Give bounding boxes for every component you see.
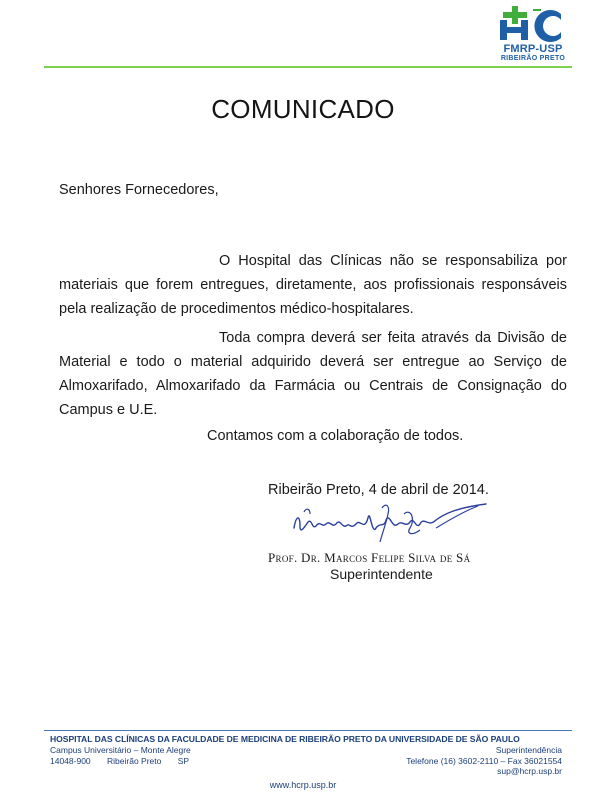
signer-role: Superintendente bbox=[330, 566, 433, 582]
footer-email: sup@hcrp.usp.br bbox=[497, 766, 562, 776]
signer-name: Prof. Dr. Marcos Felipe Silva de Sá bbox=[268, 550, 471, 565]
footer-city: Ribeirão Preto bbox=[107, 755, 162, 766]
document-title: COMUNICADO bbox=[211, 94, 395, 124]
closing-line: Contamos com a colaboração de todos. bbox=[207, 428, 464, 444]
paragraph-purchasing: Toda compra deverá ser feita através da Divisão de Material e todo o material adquirido deverá ser entregue ao Serviço de Almoxarifado, Almoxarifado da Farmácia ou Centrais de Consignação do Campus e U.E. bbox=[59, 330, 567, 418]
logo-text-city: RIBEIRÃO PRETO bbox=[500, 55, 566, 62]
footer-website: www.hcrp.usp.br bbox=[269, 780, 337, 790]
handwritten-signature bbox=[286, 498, 496, 550]
footer-campus: Campus Universitário – Monte Alegre bbox=[50, 745, 191, 755]
salutation: Senhores Fornecedores, bbox=[59, 182, 219, 198]
footer-phone: Telefone (16) 3602-2110 – Fax 36021554 bbox=[406, 755, 562, 766]
footer-address bbox=[50, 745, 191, 766]
footer-institution: HOSPITAL DAS CLÍNICAS DA FACULDADE DE MEDICINA DE RIBEIRÃO PRETO DA UNIVERSIDADE DE SÃO PAULO bbox=[50, 734, 520, 744]
logo-text-fmrp: FMRP-USP bbox=[503, 43, 563, 55]
hc-logo-icon bbox=[497, 6, 569, 42]
footer-state: SP bbox=[177, 755, 190, 766]
footer-postal-row bbox=[50, 756, 191, 767]
paragraph-responsibility: O Hospital das Clínicas não se responsabiliza por materiais que forem entregues, diretamente, aos profissionais responsáveis pela realização de procedimentos médico-hospitalares. bbox=[59, 253, 567, 317]
document-date: Ribeirão Preto, 4 de abril de 2014. bbox=[268, 482, 489, 498]
footer-divider bbox=[44, 730, 572, 731]
header-divider bbox=[44, 66, 572, 68]
footer-cep: 14048-900 bbox=[50, 755, 91, 766]
hc-logo bbox=[496, 6, 570, 63]
footer-contact bbox=[406, 745, 562, 777]
footer-department: Superintendência bbox=[495, 745, 562, 755]
